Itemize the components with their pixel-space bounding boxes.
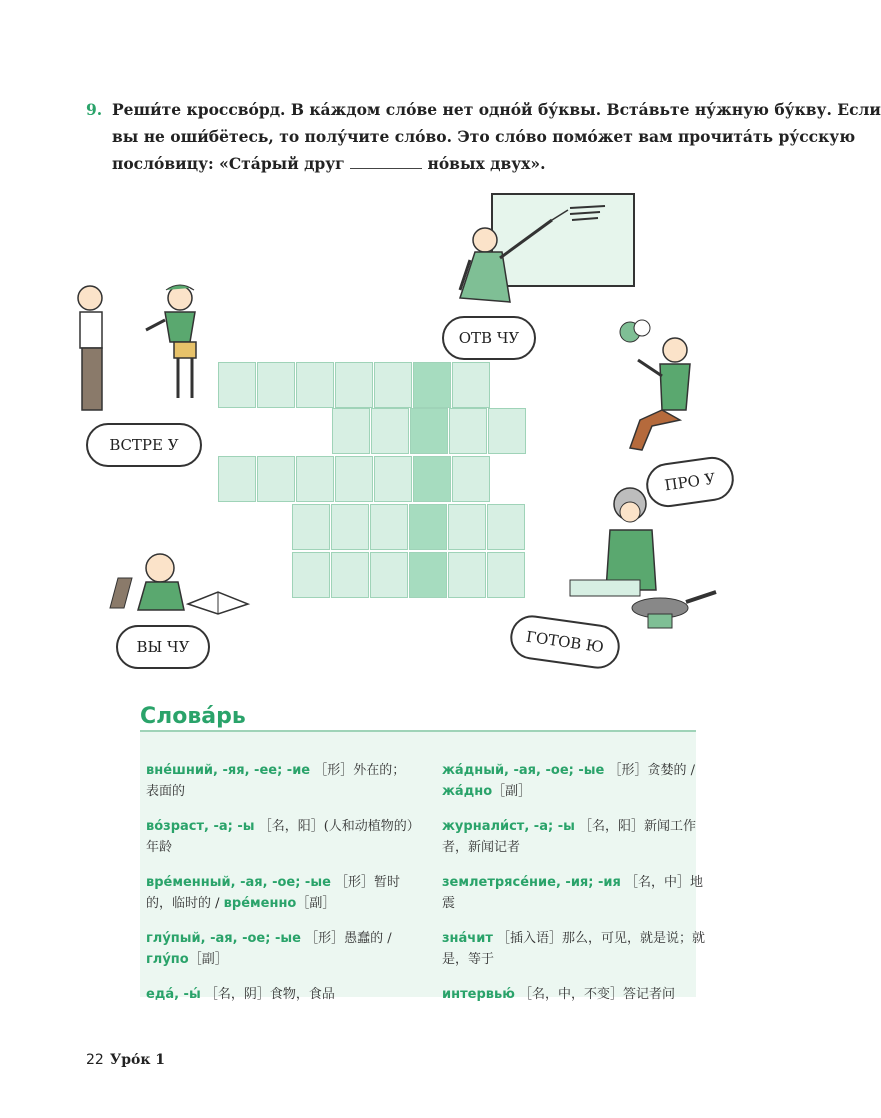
bubble-pro: ПРО У [643,454,736,510]
vocab-entry: журнали́ст, -а; -ы ［名，阳］新闻工作者，新闻记者 [442,819,697,855]
crossword-cell[interactable] [371,408,409,454]
task-line-2: вы не оши́бётесь, то полу́чите сло́во. Это сло́во помо́жет вам прочита́ть ру́сскую [112,127,856,146]
crossword-cell[interactable] [410,408,448,454]
crossword-cell[interactable] [331,552,369,598]
crossword-cell[interactable] [370,504,408,550]
vocab-entry: землетрясе́ние, -ия; -ия ［名，中］地震 [442,875,704,911]
crossword-cell[interactable] [218,362,256,408]
kids-illustration [70,280,220,420]
crossword-cell[interactable] [448,504,486,550]
crossword-cell[interactable] [409,552,447,598]
crossword-cell[interactable] [335,362,373,408]
lesson-label: Уро́к 1 [109,1052,166,1068]
vocab-entry: еда́, -ы́ ［名，阴］食物，食品 [146,987,335,1002]
crossword-cell[interactable] [413,456,451,502]
bubble-vstre: ВСТРЕ У [86,423,202,467]
answer-blank[interactable] [350,154,422,169]
crossword-cell[interactable] [487,552,525,598]
crossword-cell[interactable] [370,552,408,598]
vocab-title: Слова́рь [140,704,246,729]
crossword-cell[interactable] [488,408,526,454]
vocab-column-right [442,760,712,1019]
crossword-cell[interactable] [296,362,334,408]
vocab-entry: жа́дный, -ая, -ое; -ые ［形］贪婪的 / жа́дно［副］ [442,763,695,799]
task-number: 9. [86,100,103,119]
bubble-gotovyu: ГОТОВ Ю [507,613,622,672]
vocab-column-left [146,760,416,1019]
page-number: 22 [86,1052,104,1068]
crossword-cell[interactable] [296,456,334,502]
cook-illustration [560,480,720,630]
vocab-entry: зна́чит ［插入语］那么，可见，就是说；就是，等于 [442,931,706,967]
vocab-entry: глу́пый, -ая, -ое; -ые ［形］愚蠢的 / глу́по［副］ [146,931,392,967]
page-footer [86,1052,165,1068]
bubble-otvchu: ОТВ ЧУ [442,316,536,360]
crossword-cell[interactable] [257,362,295,408]
crossword-cell[interactable] [487,504,525,550]
task-line-1: Реши́те кроссво́рд. В ка́ждом сло́ве нет одно́й бу́квы. Вста́вьте ну́жную бу́кву. Если [112,100,881,119]
crossword-cell[interactable] [218,456,256,502]
vocab-entry: вре́менный, -ая, -ое; -ые ［形］暂时的，临时的 / вре́менно［副］ [146,875,401,911]
crossword-cell[interactable] [452,362,490,408]
crossword-cell[interactable] [449,408,487,454]
task-line-3b: но́вых двух». [427,154,546,173]
crossword-cell[interactable] [374,456,412,502]
crossword-cell[interactable] [413,362,451,408]
crossword-cell[interactable] [332,408,370,454]
vocab-entry: интервью́ ［名，中，不变］答记者问 [442,987,675,1002]
crossword-cell[interactable] [335,456,373,502]
crossword-cell[interactable] [292,504,330,550]
reader-illustration [108,548,258,628]
crossword-cell[interactable] [292,552,330,598]
bubble-vychu: ВЫ ЧУ [116,625,210,669]
vocab-entry: во́зраст, -а; -ы ［名，阳］(人和动植物的）年龄 [146,819,414,855]
vocab-entry: вне́шний, -яя, -ее; -ие ［形］外在的；表面的 [146,763,406,799]
task-line-3a: посло́вицу: «Ста́рый друг [112,154,345,173]
man-flowers-illustration [600,320,700,460]
teacher-illustration [440,190,650,320]
crossword-cell[interactable] [452,456,490,502]
crossword-cell[interactable] [374,362,412,408]
crossword-cell[interactable] [448,552,486,598]
vocab-box [140,730,706,1002]
crossword-cell[interactable] [409,504,447,550]
crossword-cell[interactable] [257,456,295,502]
task-instruction [86,96,881,177]
crossword-cell[interactable] [331,504,369,550]
